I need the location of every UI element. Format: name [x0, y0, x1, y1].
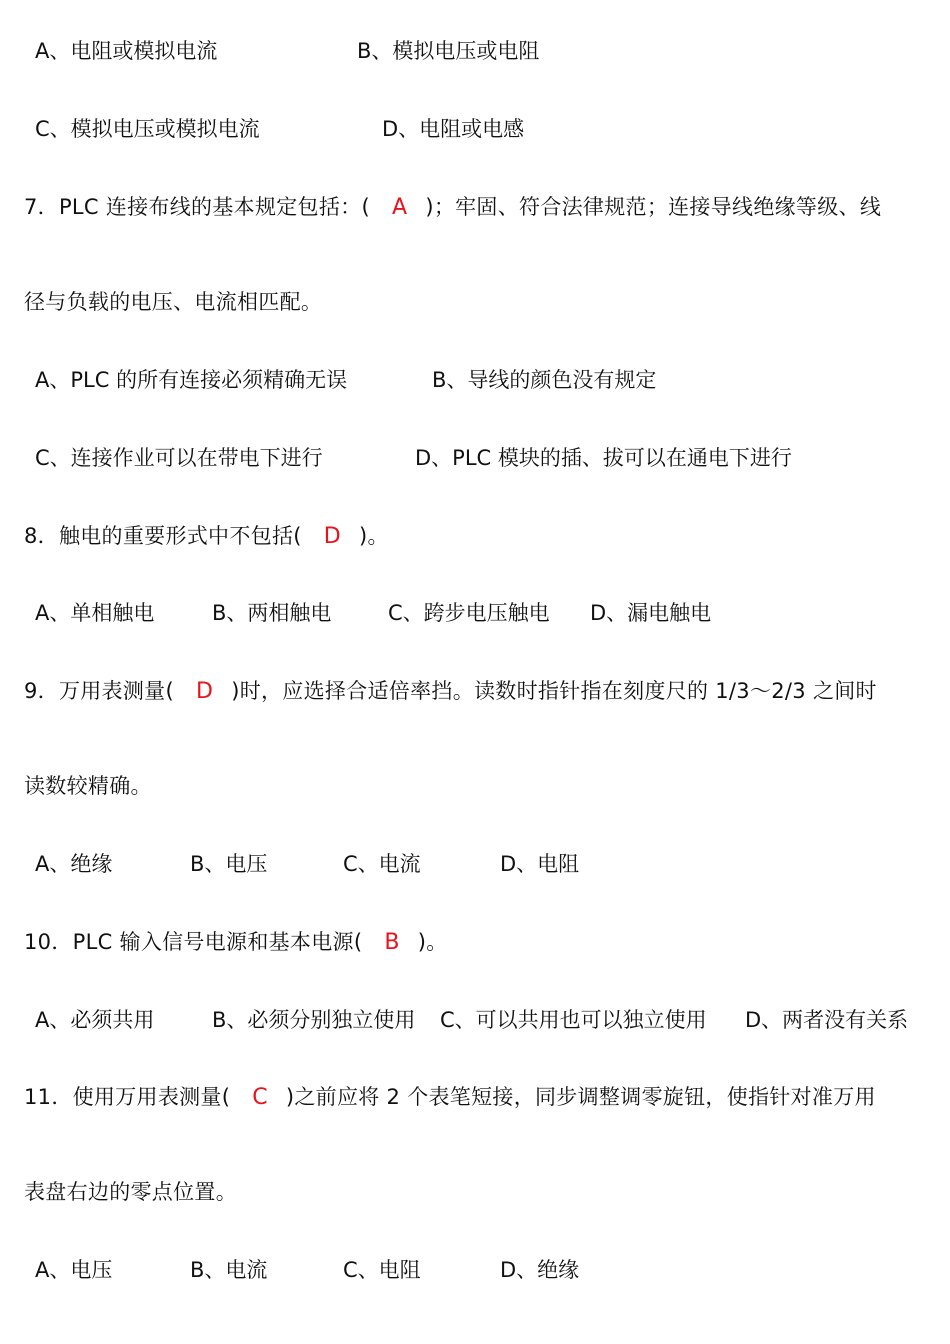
q9-option-a: A、绝缘	[35, 852, 113, 876]
q11-stem	[24, 1083, 876, 1112]
q7-prefix: 7．PLC 连接布线的基本规定包括：(	[24, 195, 370, 219]
q10-option-d: D、两者没有关系	[745, 1008, 909, 1032]
q7-continuation: 径与负载的电压、电流相匹配。	[24, 290, 323, 314]
q7-answer: A	[391, 195, 408, 220]
q10-answer: B	[384, 930, 400, 955]
q10-option-b: B、必须分别独立使用	[212, 1008, 416, 1032]
q10-option-a: A、必须共用	[35, 1008, 155, 1032]
q7-option-d: D、PLC 模块的插、拔可以在通电下进行	[415, 446, 792, 470]
q8-option-a: A、单相触电	[35, 601, 155, 625]
q8-suffix: )。	[359, 524, 389, 548]
q8-answer: D	[323, 524, 342, 549]
q8-stem	[24, 522, 389, 551]
q6-option-b: B、模拟电压或电阻	[357, 39, 540, 63]
q10-suffix: )。	[417, 930, 448, 954]
q11-answer: C	[252, 1085, 268, 1110]
q11-option-c: C、电阻	[343, 1258, 421, 1282]
q10-option-c: C、可以共用也可以独立使用	[440, 1008, 707, 1032]
q11-prefix: 11．使用万用表测量(	[24, 1085, 231, 1109]
q9-stem	[24, 677, 877, 706]
q11-option-b: B、电流	[190, 1258, 268, 1282]
q10-prefix: 10．PLC 输入信号电源和基本电源(	[24, 930, 363, 954]
q9-option-b: B、电压	[190, 852, 268, 876]
q9-answer: D	[195, 679, 214, 704]
q9-suffix: )时，应选择合适倍率挡。读数时指针指在刻度尺的 1/3～2/3 之间时	[231, 679, 877, 703]
q9-prefix: 9．万用表测量(	[24, 679, 174, 703]
q10-stem	[24, 928, 448, 957]
q7-option-c: C、连接作业可以在带电下进行	[35, 446, 323, 470]
q6-option-d: D、电阻或电感	[382, 117, 525, 141]
q11-option-d: D、绝缘	[500, 1258, 580, 1282]
q6-option-a: A、电阻或模拟电流	[35, 39, 218, 63]
q9-option-c: C、电流	[343, 852, 421, 876]
q7-suffix: )；牢固、符合法律规范；连接导线绝缘等级、线	[425, 195, 882, 219]
q8-option-b: B、两相触电	[212, 601, 332, 625]
q7-option-a: A、PLC 的所有连接必须精确无误	[35, 368, 348, 392]
q11-suffix: )之前应将 2 个表笔短接，同步调整调零旋钮，使指针对准万用	[285, 1085, 876, 1109]
q11-continuation: 表盘右边的零点位置。	[24, 1180, 237, 1204]
q9-continuation: 读数较精确。	[24, 774, 152, 798]
q6-option-c: C、模拟电压或模拟电流	[35, 117, 260, 141]
q7-stem	[24, 193, 881, 222]
q7-option-b: B、导线的颜色没有规定	[432, 368, 657, 392]
q8-prefix: 8．触电的重要形式中不包括(	[24, 524, 302, 548]
q11-option-a: A、电压	[35, 1258, 113, 1282]
q8-option-d: D、漏电触电	[590, 601, 712, 625]
q8-option-c: C、跨步电压触电	[388, 601, 550, 625]
q9-option-d: D、电阻	[500, 852, 580, 876]
